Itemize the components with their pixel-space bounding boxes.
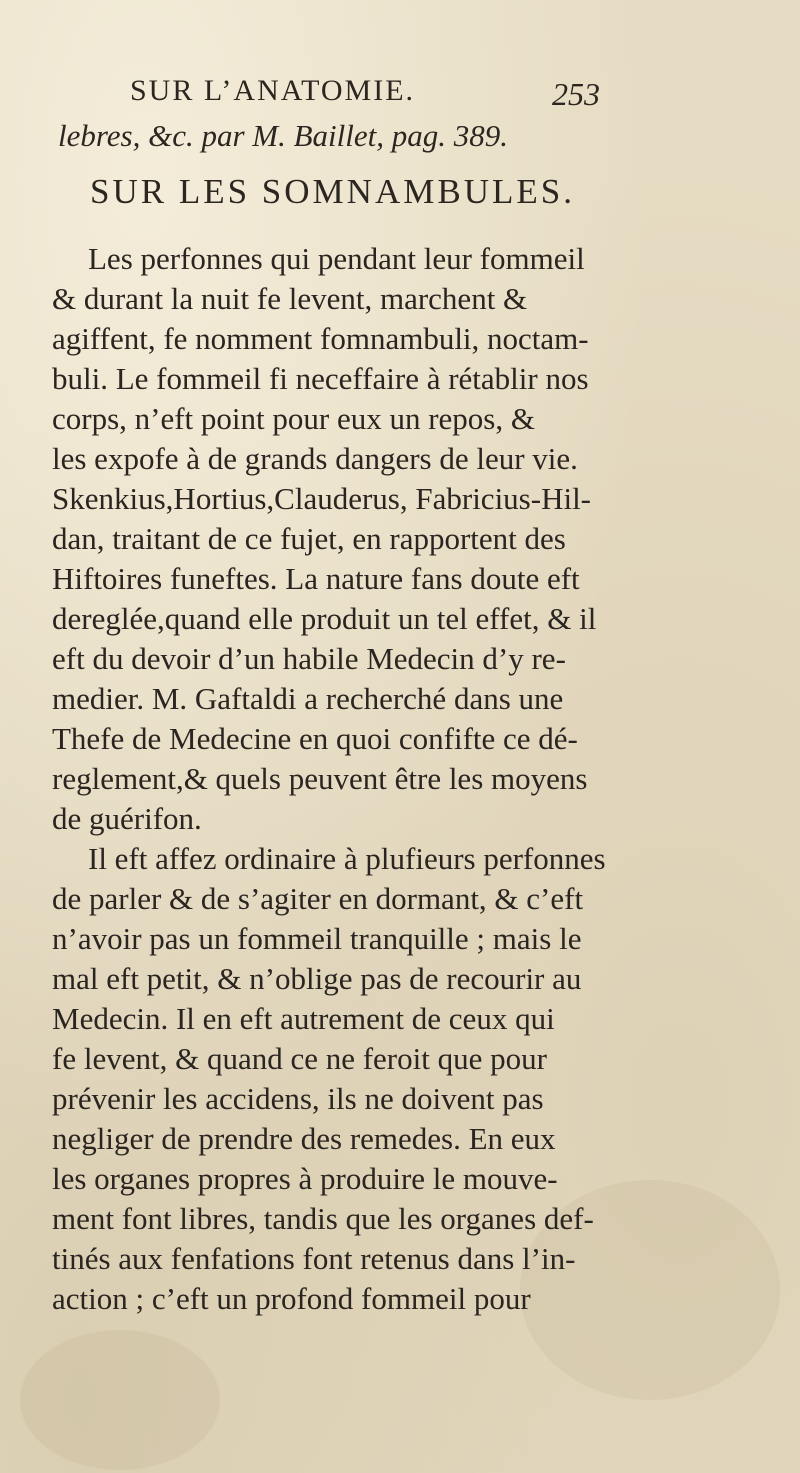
text-line: dan, traitant de ce fujet, en rapportent des bbox=[52, 521, 566, 556]
text-line: les expofe à de grands dangers de leur vie. bbox=[52, 441, 578, 476]
text-line: medier. M. Gaftaldi a recherché dans une bbox=[52, 681, 564, 716]
text-line: Skenkius,Hortius,Clauderus, Fabricius-Hil- bbox=[52, 481, 592, 516]
text-line: dereglée,quand elle produit un tel effet, & il bbox=[52, 601, 597, 636]
text-line: fe levent, & quand ce ne feroit que pour bbox=[52, 1041, 547, 1076]
text-line: agiffent, fe nomment fomnambuli, noctam- bbox=[52, 321, 589, 356]
text-line: action ; c’eft un profond fommeil pour bbox=[52, 1281, 531, 1316]
section-heading: SUR LES SOMNAMBULES. bbox=[90, 172, 575, 211]
page-number: 253 bbox=[552, 76, 600, 112]
text-line: tinés aux fenfations font retenus dans l’in- bbox=[52, 1241, 576, 1276]
text-line: Medecin. Il en eft autrement de ceux qui bbox=[52, 1001, 555, 1036]
text-line: negliger de prendre des remedes. En eux bbox=[52, 1121, 556, 1156]
text-line: ment font libres, tandis que les organes def- bbox=[52, 1201, 594, 1236]
running-head-title: SUR L’ANATOMIE. bbox=[130, 74, 416, 107]
text-line: eft du devoir d’un habile Medecin d’y re- bbox=[52, 641, 566, 676]
text-line: corps, n’eft point pour eux un repos, & bbox=[52, 401, 535, 436]
continuation-line: lebres, &c. par M. Baillet, pag. 389. bbox=[58, 118, 509, 153]
text-line: reglement,& quels peuvent être les moyens bbox=[52, 761, 588, 796]
text-line: & durant la nuit fe levent, marchent & bbox=[52, 281, 528, 316]
text-line: Hiftoires funeftes. La nature fans doute eft bbox=[52, 561, 580, 596]
text-line: Les perfonnes qui pendant leur fommeil bbox=[88, 241, 585, 276]
text-line: les organes propres à produire le mouve- bbox=[52, 1161, 558, 1196]
text-line: prévenir les accidens, ils ne doivent pas bbox=[52, 1081, 544, 1116]
text-line: n’avoir pas un fommeil tranquille ; mais le bbox=[52, 921, 582, 956]
text-line: Thefe de Medecine en quoi confifte ce dé- bbox=[52, 721, 578, 756]
text-line: buli. Le fommeil fi neceffaire à rétablir nos bbox=[52, 361, 589, 396]
text-line: mal eft petit, & n’oblige pas de recourir au bbox=[52, 961, 582, 996]
text-line: Il eft affez ordinaire à plufieurs perfonnes bbox=[88, 841, 606, 876]
text-line: de guérifon. bbox=[52, 801, 202, 836]
text-line: de parler & de s’agiter en dormant, & c’eft bbox=[52, 881, 584, 916]
